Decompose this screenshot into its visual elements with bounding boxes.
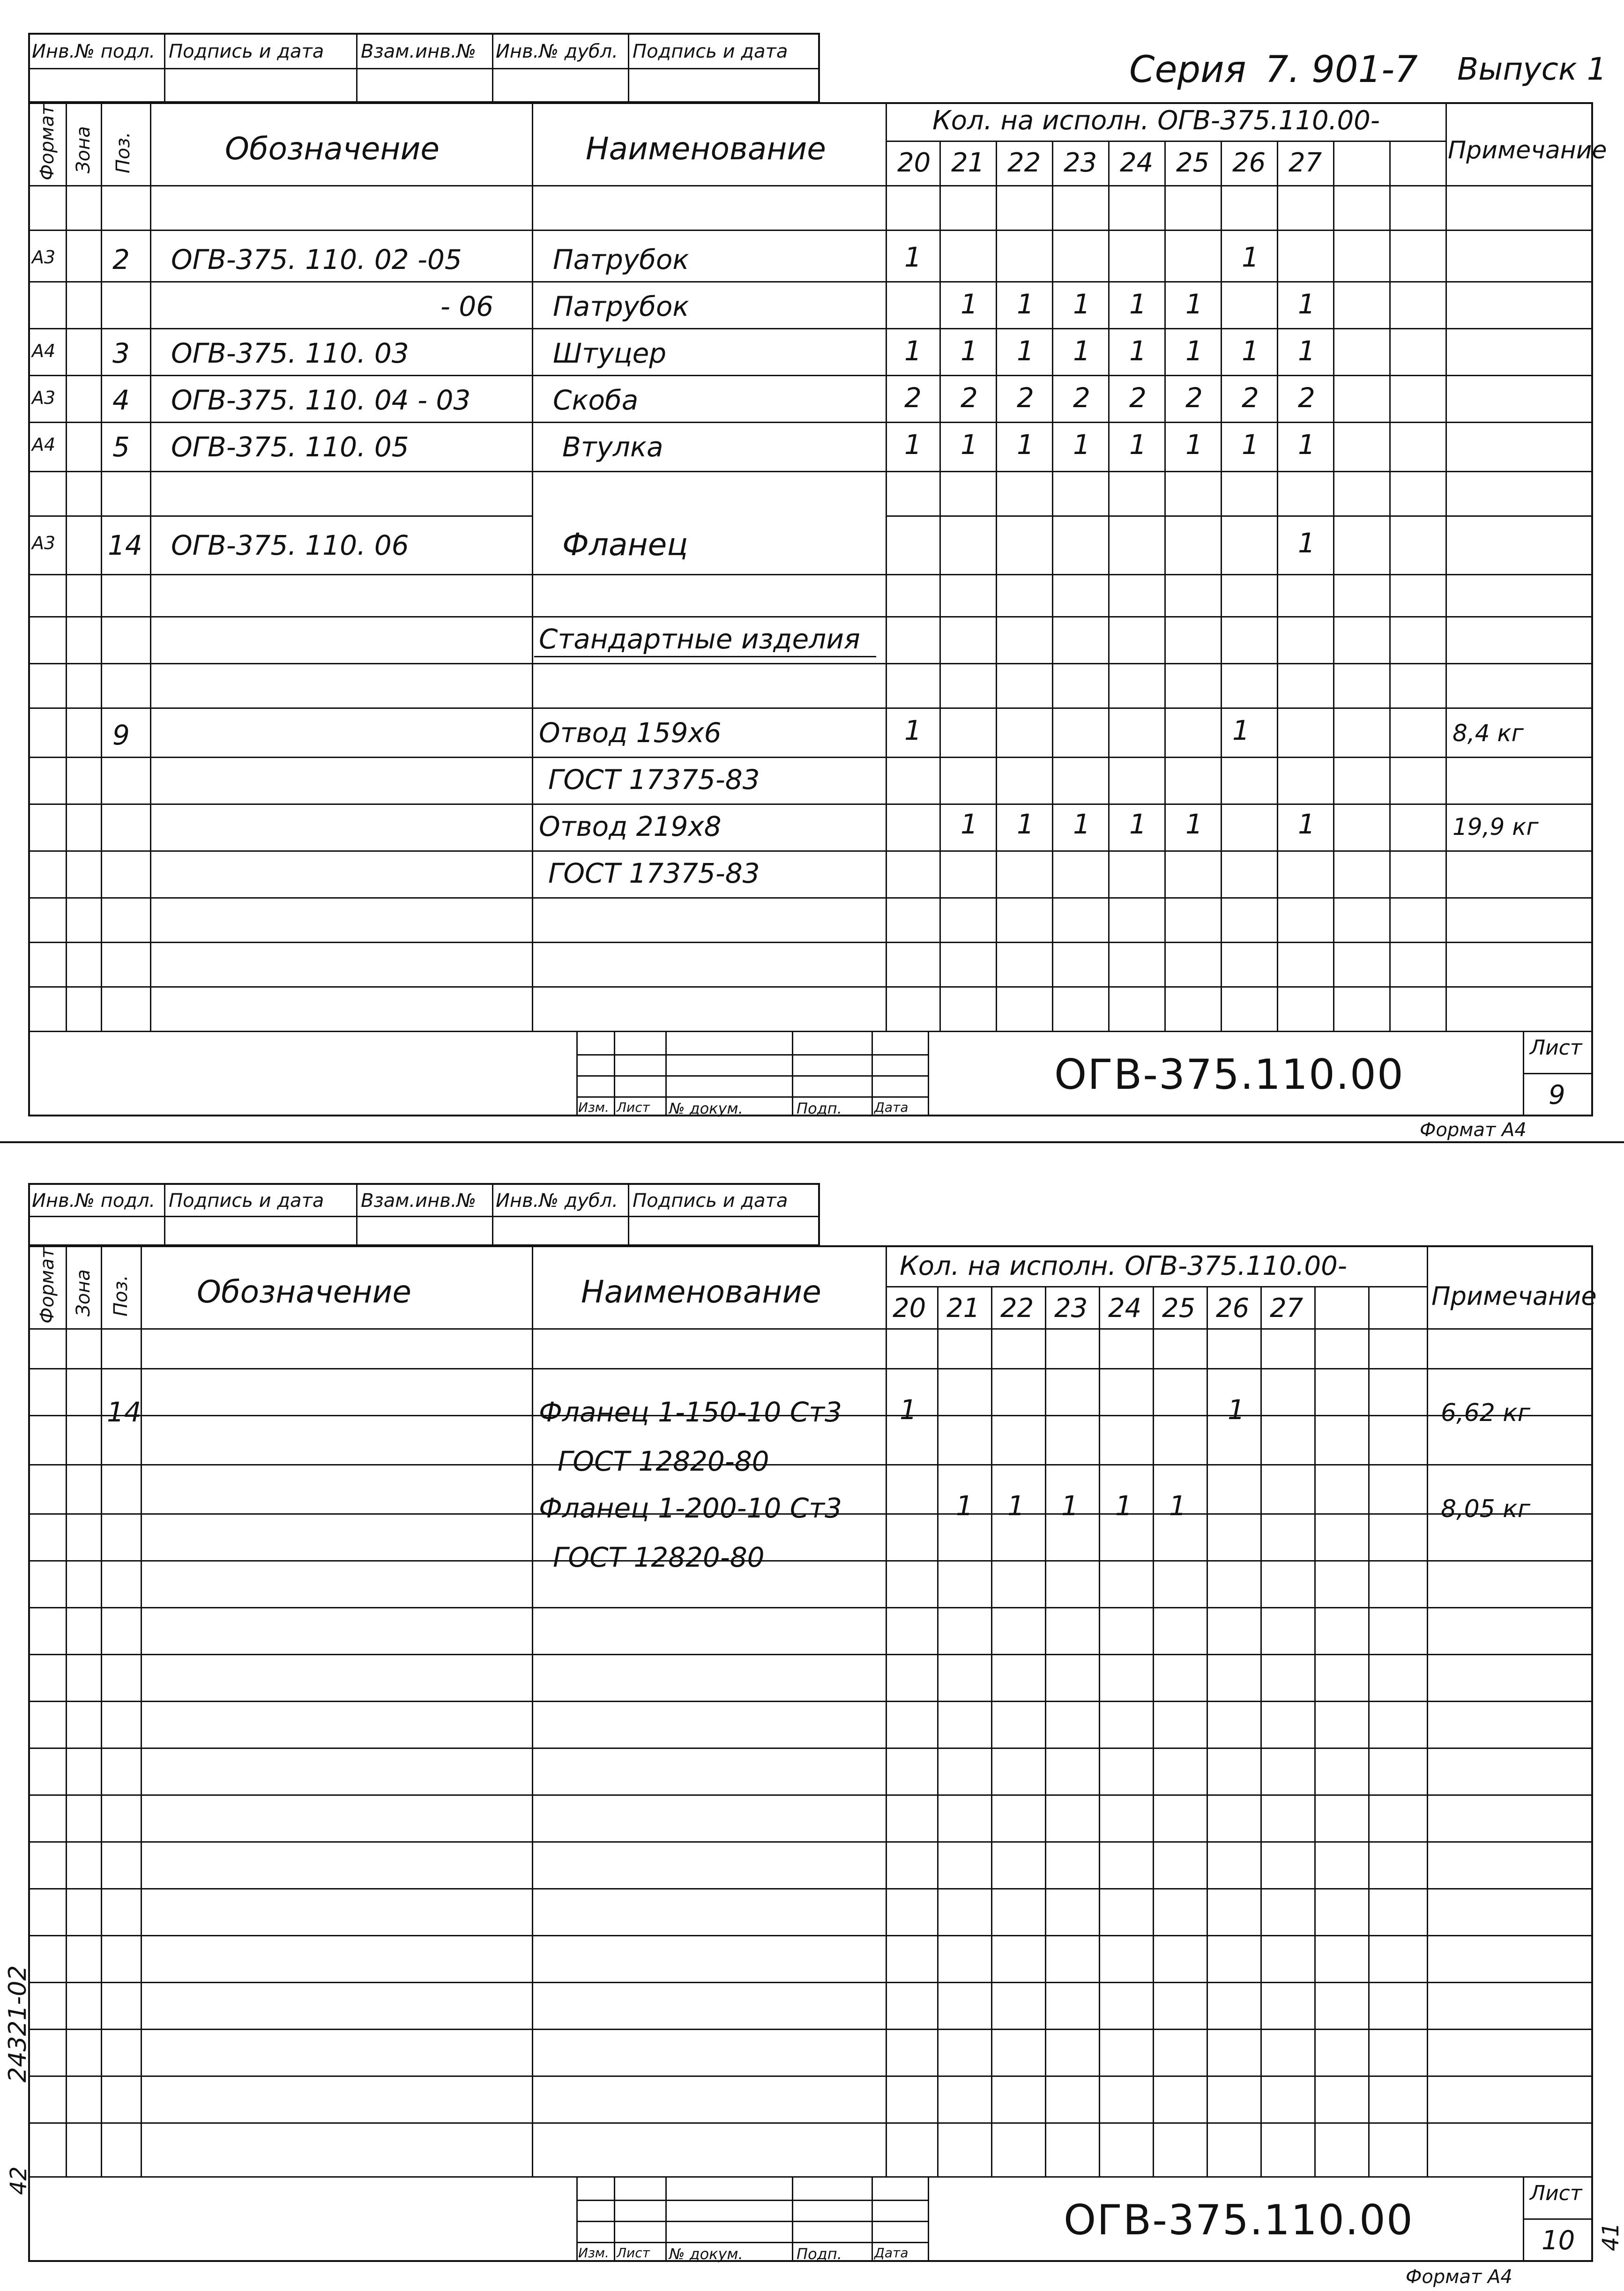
format-label: Формат А4 — [1406, 2266, 1512, 2288]
stamp-vzam-inv: Взам.инв.№ — [361, 1190, 477, 1212]
row-note: 6,62 кг — [1441, 1399, 1531, 1427]
qty-cell: 1 — [961, 288, 978, 320]
tb-podp: Подп. — [797, 2245, 842, 2263]
qty-cell: 1 — [1129, 429, 1147, 461]
header-zona: Зона — [73, 126, 94, 173]
row-format: А4 — [32, 434, 56, 455]
qty-cell: 1 — [904, 714, 922, 746]
stamp-vzam-inv: Взам.инв.№ — [361, 41, 477, 62]
series-label: Серия — [1129, 49, 1246, 91]
side-number: 24321-02 — [4, 1965, 32, 2083]
qty-cell: 2 — [1129, 382, 1147, 414]
qty-cell: 1 — [1115, 1490, 1132, 1522]
variant-header: 22 — [1000, 1293, 1034, 1324]
qty-cell: 1 — [1129, 288, 1147, 320]
qty-cell: 1 — [904, 429, 922, 461]
variant-header: 24 — [1120, 148, 1154, 178]
qty-cell: 2 — [1017, 382, 1034, 414]
format-label: Формат А4 — [1420, 1119, 1527, 1141]
header-naimenovanie: Наименование — [586, 131, 826, 167]
tb-izm: Изм. — [578, 1100, 609, 1115]
row-poz: 5 — [112, 431, 130, 463]
sheet-divider — [0, 1141, 1624, 1143]
row-poz: 2 — [112, 244, 130, 275]
qty-cell: 1 — [1242, 429, 1259, 461]
row-poz: 14 — [108, 529, 142, 561]
sheet-number: 9 — [1549, 1080, 1565, 1110]
qty-cell: 1 — [961, 808, 978, 840]
variant-header: 24 — [1108, 1293, 1142, 1324]
sheet-number: 10 — [1542, 2225, 1575, 2256]
stamp-inv-podl: Инв.№ подл. — [32, 1190, 156, 1212]
row-format: А4 — [32, 341, 56, 361]
side-page: 42 — [6, 2166, 32, 2195]
variant-header: 25 — [1162, 1293, 1196, 1324]
stamp-inv-podl: Инв.№ подл. — [32, 41, 156, 62]
variant-header: 21 — [951, 148, 985, 178]
header-primechanie: Примечание — [1431, 1281, 1597, 1311]
qty-cell: 1 — [956, 1490, 973, 1522]
qty-cell: 1 — [1017, 429, 1034, 461]
qty-cell: 1 — [1242, 335, 1259, 367]
header-kol-title: Кол. на исполн. ОГВ-375.110.00- — [900, 1251, 1347, 1281]
header-naimenovanie: Наименование — [581, 1274, 821, 1310]
variant-header: 23 — [1064, 148, 1097, 178]
variant-header: 25 — [1176, 148, 1210, 178]
row-format: А3 — [32, 247, 56, 268]
header-zona: Зона — [73, 1269, 94, 1317]
stamp-podpis-data: Подпись и дата — [169, 1190, 324, 1212]
row-oboznachenie: ОГВ-375. 110. 05 — [171, 431, 409, 463]
row-note: 8,05 кг — [1441, 1495, 1531, 1523]
qty-cell: 1 — [1073, 288, 1090, 320]
qty-cell: 1 — [1185, 808, 1203, 840]
qty-cell: 1 — [904, 241, 922, 273]
tb-data: Дата — [874, 1100, 909, 1115]
qty-cell: 1 — [1185, 429, 1203, 461]
qty-cell: 1 — [1017, 808, 1034, 840]
row-naimenovanie: Втулка — [562, 431, 663, 463]
stamp-podpis-data-2: Подпись и дата — [633, 1190, 788, 1212]
row-oboznachenie: - 06 — [440, 290, 494, 322]
qty-cell: 1 — [1298, 429, 1315, 461]
tb-list: Лист — [617, 2245, 650, 2261]
row-naimenovanie: Патрубок — [553, 244, 689, 275]
variant-header: 27 — [1289, 148, 1322, 178]
qty-cell: 2 — [1242, 382, 1259, 414]
qty-cell: 1 — [1061, 1490, 1079, 1522]
qty-cell: 2 — [1185, 382, 1203, 414]
row-poz: 4 — [112, 384, 130, 416]
row-naimenovanie: Патрубок — [553, 290, 689, 322]
qty-cell: 1 — [1185, 335, 1203, 367]
section-standard-items: Стандартные изделия — [539, 623, 860, 655]
row-oboznachenie: ОГВ-375. 110. 04 - 03 — [171, 384, 471, 416]
tb-izm: Изм. — [578, 2245, 609, 2261]
tb-ndokum: № докум. — [669, 1100, 743, 1117]
header-oboznachenie: Обозначение — [225, 131, 440, 167]
tb-list: Лист — [617, 1100, 650, 1115]
issue-label: Выпуск 1 — [1457, 51, 1607, 87]
stamp-inv-dubl: Инв.№ дубл. — [496, 41, 618, 62]
row-naimenovanie: ГОСТ 17375-83 — [548, 764, 760, 796]
variant-header: 22 — [1007, 148, 1041, 178]
sheet-label: Лист — [1530, 2181, 1582, 2205]
tb-podp: Подп. — [797, 1100, 842, 1117]
header-poz: Поз. — [110, 1275, 132, 1317]
row-oboznachenie: ОГВ-375. 110. 02 -05 — [171, 244, 462, 275]
qty-cell: 2 — [1073, 382, 1090, 414]
row-format: А3 — [32, 533, 56, 553]
row-poz: 14 — [107, 1396, 142, 1428]
tb-data: Дата — [874, 2245, 909, 2261]
qty-cell: 1 — [1298, 288, 1315, 320]
row-naimenovanie: Отвод 219х8 — [539, 811, 722, 842]
sheet-label: Лист — [1530, 1036, 1582, 1060]
qty-cell: 1 — [1228, 1394, 1245, 1426]
header-format: Формат — [37, 1247, 58, 1324]
row-naimenovanie: Штуцер — [553, 337, 667, 369]
qty-cell: 2 — [904, 382, 922, 414]
qty-cell: 1 — [1129, 808, 1147, 840]
specification-sheet-10 — [0, 1146, 1624, 2291]
series-number: 7. 901-7 — [1265, 49, 1418, 91]
header-format: Формат — [37, 104, 58, 180]
qty-cell: 1 — [1017, 335, 1034, 367]
row-naimenovanie: Фланец 1-200-10 Ст3 — [539, 1492, 842, 1524]
row-naimenovanie: Отвод 159х6 — [539, 717, 722, 749]
qty-cell: 1 — [1232, 714, 1250, 746]
header-primechanie: Примечание — [1448, 136, 1607, 164]
row-naimenovanie: ГОСТ 12820-80 — [558, 1445, 769, 1477]
qty-cell: 2 — [961, 382, 978, 414]
header-oboznachenie: Обозначение — [197, 1274, 411, 1310]
row-naimenovanie: ГОСТ 12820-80 — [553, 1541, 765, 1573]
header-poz: Поз. — [112, 132, 134, 173]
qty-cell: 2 — [1298, 382, 1315, 414]
qty-cell: 1 — [1169, 1490, 1186, 1522]
qty-cell: 1 — [1073, 808, 1090, 840]
qty-cell: 1 — [1017, 288, 1034, 320]
header-kol-title: Кол. на исполн. ОГВ-375.110.00- — [932, 105, 1380, 136]
stamp-podpis-data: Подпись и дата — [169, 41, 324, 62]
variant-header: 21 — [946, 1293, 980, 1324]
qty-cell: 1 — [1298, 335, 1315, 367]
variant-header: 26 — [1216, 1293, 1250, 1324]
variant-header: 20 — [897, 148, 931, 178]
row-naimenovanie: Фланец 1-150-10 Ст3 — [539, 1396, 842, 1428]
qty-cell: 1 — [961, 429, 978, 461]
qty-cell: 1 — [1298, 808, 1315, 840]
designation: ОГВ-375.110.00 — [1054, 1050, 1404, 1099]
qty-cell: 1 — [1129, 335, 1147, 367]
specification-sheet-9 — [0, 0, 1624, 1143]
qty-cell: 1 — [1242, 241, 1259, 273]
row-poz: 3 — [112, 337, 130, 369]
qty-cell: 1 — [1073, 429, 1090, 461]
row-naimenovanie: Фланец — [562, 527, 688, 563]
row-oboznachenie: ОГВ-375. 110. 03 — [171, 337, 409, 369]
row-naimenovanie: ГОСТ 17375-83 — [548, 857, 760, 889]
tb-ndokum: № докум. — [669, 2245, 743, 2263]
row-format: А3 — [32, 387, 56, 408]
row-oboznachenie: ОГВ-375. 110. 06 — [171, 529, 409, 561]
qty-cell: 1 — [961, 335, 978, 367]
stamp-podpis-data-2: Подпись и дата — [633, 41, 788, 62]
qty-cell: 1 — [904, 335, 922, 367]
stamp-inv-dubl: Инв.№ дубл. — [496, 1190, 618, 1212]
qty-cell: 1 — [1007, 1490, 1025, 1522]
row-note: 8,4 кг — [1453, 720, 1524, 747]
designation: ОГВ-375.110.00 — [1064, 2196, 1414, 2244]
corner-number: 41 — [1598, 2222, 1624, 2251]
variant-header: 26 — [1232, 148, 1266, 178]
row-note: 19,9 кг — [1453, 813, 1539, 841]
row-poz: 9 — [112, 719, 130, 751]
row-naimenovanie: Скоба — [553, 384, 639, 416]
qty-cell: 1 — [1073, 335, 1090, 367]
variant-header: 27 — [1270, 1293, 1304, 1324]
qty-cell: 1 — [1298, 527, 1315, 559]
qty-cell: 1 — [900, 1394, 917, 1426]
variant-header: 23 — [1054, 1293, 1088, 1324]
variant-header: 20 — [893, 1293, 926, 1324]
qty-cell: 1 — [1185, 288, 1203, 320]
